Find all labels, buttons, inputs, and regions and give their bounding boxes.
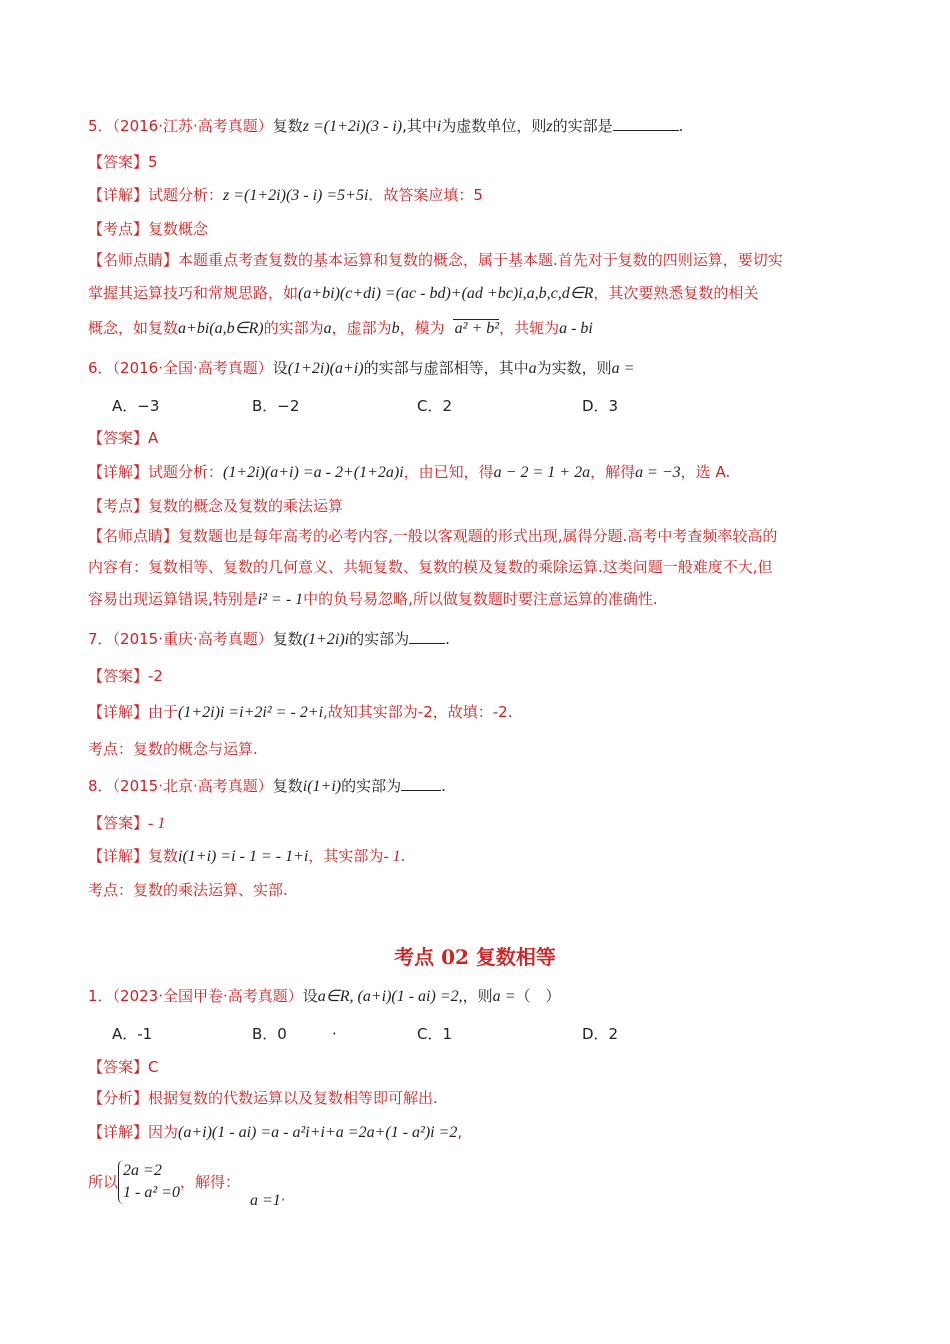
math-expression: z =(1+2i)(3 - i) — [302, 118, 403, 135]
answer-line: 【答案】- 1 — [88, 814, 166, 832]
sqrt-expression: a² + b² — [454, 320, 500, 337]
answer-blank — [613, 116, 679, 131]
question-source: （2016·江苏·高考真题） — [112, 117, 273, 135]
option-b[interactable]: B．0 — [252, 1025, 287, 1043]
tip-line: 掌握其运算技巧和常规思路，如(a+bi)(c+di) =(ac - bd)+(ad +bc)i,a,b,c,d∈R，其次要熟悉复数的相关 — [88, 284, 759, 302]
question-number: 5． — [88, 117, 113, 135]
tip-line: 【名师点睛】复数题也是每年高考的必考内容,一般以客观题的形式出现,属得分题.高考中考查频率较高的 — [88, 527, 778, 545]
point-line: 考点：复数的乘法运算、实部. — [88, 881, 288, 899]
detail-line: 【详解】试题分析：(1+2i)(a+i) =a - 2+(1+2a)i，由已知，得a − 2 = 1 + 2a，解得a = −3，选 A. — [88, 463, 731, 481]
question-8: 8．（2015·北京·高考真题）复数i(1+i)的实部为 . — [88, 777, 446, 795]
option-d[interactable]: D．2 — [582, 1025, 619, 1043]
answer-line: 【答案】5 — [88, 153, 158, 171]
option-a[interactable]: A．-1 — [112, 1025, 153, 1043]
point-line: 【考点】复数的概念及复数的乘法运算 — [88, 497, 344, 515]
detail-line: 【详解】因为(a+i)(1 - ai) =a - a²i+i+a =2a+(1 - a²)i =2, — [88, 1123, 463, 1141]
option-c[interactable]: C．2 — [417, 397, 453, 415]
dot-mark: · — [332, 1025, 337, 1043]
question-s2-1: 1．（2023·全国甲卷·高考真题）设a∈R, (a+i)(1 - ai) =2,，则a =（ ） — [88, 987, 561, 1005]
tip-line: 容易出现运算错误,特别是i² = - 1中的负号易忽略,所以做复数题时要注意运算的准确性. — [88, 590, 658, 608]
point-line: 考点：复数的概念与运算. — [88, 740, 258, 758]
detail-line: 【详解】试题分析：z =(1+2i)(3 - i) =5+5i．故答案应填：5 — [88, 186, 483, 204]
point-line: 【考点】复数概念 — [88, 220, 209, 238]
answer-line: 【答案】A — [88, 429, 159, 447]
question-7: 7．（2015·重庆·高考真题）复数(1+2i)i的实部为 . — [88, 630, 450, 648]
option-b[interactable]: B．−2 — [252, 397, 300, 415]
tip-line: 概念，如复数a+bi(a,b∈R)的实部为a，虚部为b，模为 a² + b²，共轭为a - bi — [88, 319, 593, 337]
section-title: 考点 02 复数相等 — [394, 945, 556, 969]
option-d[interactable]: D．3 — [582, 397, 619, 415]
solution-line: 所以 2a =2 1 - a² =0 ，解得：a =1. — [88, 1162, 286, 1209]
answer-blank — [409, 629, 445, 644]
detail-line: 【详解】复数i(1+i) =i - 1 = - 1+i，其实部为- 1. — [88, 847, 406, 865]
option-c[interactable]: C．1 — [417, 1025, 453, 1043]
answer-blank — [401, 776, 441, 791]
answer-line: 【答案】C — [88, 1058, 159, 1076]
equation-system: 2a =2 1 - a² =0 — [118, 1160, 180, 1204]
detail-line: 【详解】由于(1+2i)i =i+2i² = - 2+i,故知其实部为-2，故填：-2. — [88, 703, 513, 721]
tip-line: 内容有：复数相等、复数的几何意义、共轭复数、复数的模及复数的乘除运算.这类问题一般难度不大,但 — [88, 558, 773, 576]
analysis-line: 【分析】根据复数的代数运算以及复数相等即可解出. — [88, 1089, 438, 1107]
option-a[interactable]: A．−3 — [112, 397, 160, 415]
answer-line: 【答案】-2 — [88, 667, 163, 685]
question-6: 6．（2016·全国·高考真题）设(1+2i)(a+i)的实部与虚部相等，其中a为实数，则a = — [88, 359, 635, 377]
question-5: 5．（2016·江苏·高考真题）复数z =(1+2i)(3 - i),其中i为虚数单位，则z的实部是 . — [88, 117, 684, 135]
tip-line: 【名师点睛】本题重点考查复数的基本运算和复数的概念，属于基本题.首先对于复数的四则运算，要切实 — [88, 251, 783, 269]
